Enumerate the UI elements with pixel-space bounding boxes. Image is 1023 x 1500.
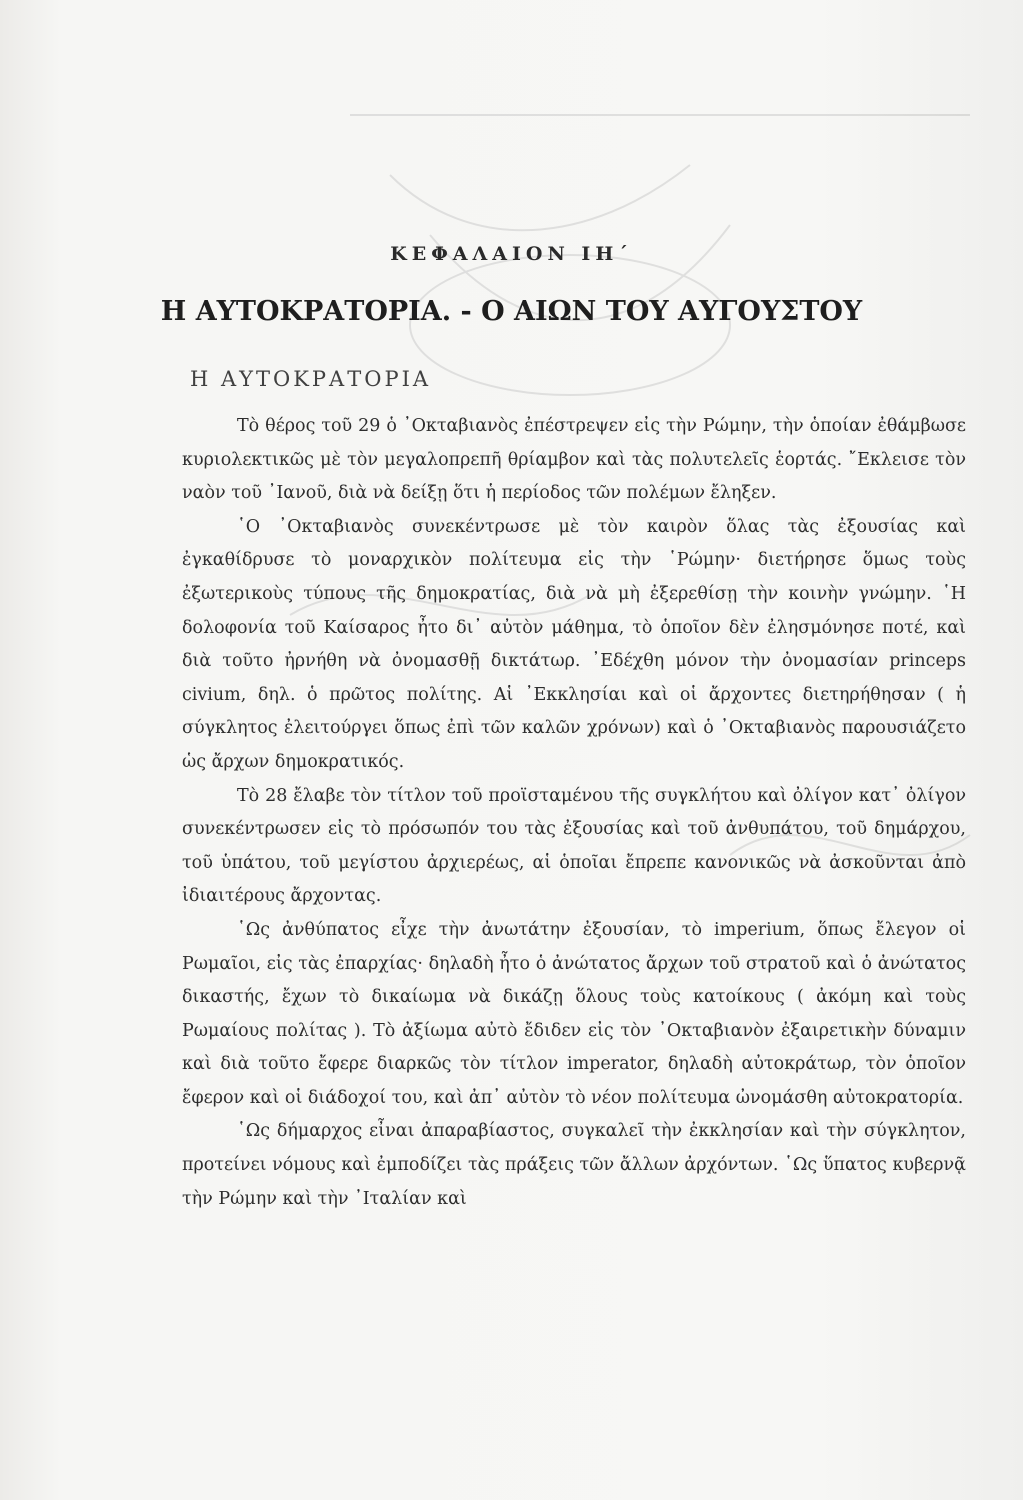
- paragraph: ῾Ως ἀνθύπατος εἶχε τὴν ἀνωτάτην ἐξουσίαν, τὸ imperium, ὅπως ἔλεγον οἱ Ρωμαῖοι, εἰς τὰς ἐπαρχίας· δηλαδὴ ἦτο ὁ ἀνώτατος ἄρχων τοῦ στρατοῦ καὶ ὁ ἀνώτατος δικαστής, ἔχων τὸ δικαίωμα νὰ δικάζῃ ὅλους τοὺς κατοίκους ( ἀκόμη καὶ τοὺς Ρωμαίους πολίτας ). Τὸ ἀξίωμα αὐτὸ ἔδιδεν εἰς τὸν ᾿Οκταβιανὸν ἐξαιρετικὴν δύναμιν καὶ διὰ τοῦτο ἔφερε διαρκῶς τὸν τίτλον imperator, δηλαδὴ αὐτοκράτωρ, τὸν ὁποῖον ἔφερον καὶ οἱ διάδοχοί του, καὶ ἀπ᾿ αὐτὸν τὸ νέον πολίτευμα ὠνομάσθη αὐτοκρατορία.: [182, 919, 966, 1108]
- paragraph: ῾Ο ᾿Οκταβιανὸς συνεκέντρωσε μὲ τὸν καιρὸν ὅλας τὰς ἐξουσίας καὶ ἐγκαθίδρυσε τὸ μοναρχικὸν πολίτευμα εἰς τὴν ῾Ρώμην· διετήρησε ὅμως τοὺς ἐξωτερικοὺς τύπους τῆς δημοκρατίας, διὰ νὰ μὴ ἐξερεθίσῃ τὴν κοινὴν γνώμην. ῾Η δολοφονία τοῦ Καίσαρος ἦτο δι᾿ αὐτὸν μάθημα, τὸ ὁποῖον δὲν ἐλησμόνησε ποτέ, καὶ διὰ τοῦτο ἠρνήθη νὰ ὀνομασθῇ δικτάτωρ. ᾿Εδέχθη μόνον τὴν ὀνομασίαν princeps civium, δηλ. ὁ πρῶτος πολίτης. Αἱ ᾿Εκκλησίαι καὶ οἱ ἄρχοντες διετηρήθησαν ( ἡ σύγκλητος ἐλειτούργει ὅπως ἐπὶ τῶν καλῶν χρόνων) καὶ ὁ ᾿Οκταβιανὸς παρουσιάζετο ὡς ἄρχων δημοκρατικός.: [182, 516, 966, 772]
- paragraph: Τὸ θέρος τοῦ 29 ὁ ᾿Οκταβιανὸς ἐπέστρεψεν εἰς τὴν Ρώμην, τὴν ὁποίαν ἐθάμβωσε κυριολεκτικῶς μὲ τὸν μεγαλοπρεπῆ θρίαμβον καὶ τὰς πολυτελεῖς ἑορτάς. ῎Εκλεισε τὸν ναὸν τοῦ ᾿Ιανοῦ, διὰ νὰ δείξῃ ὅτι ἡ περίοδος τῶν πολέμων ἔληξεν.: [182, 416, 966, 504]
- paragraph: Τὸ 28 ἔλαβε τὸν τίτλον τοῦ προϊσταμένου τῆς συγκλήτου καὶ ὀλίγον κατ᾿ ὀλίγον συνεκέντρωσεν εἰς τὸ πρόσωπόν του τὰς ἐξουσίας καὶ τοῦ ἀνθυπάτου, τοῦ δημάρχου, τοῦ ὑπάτου, τοῦ μεγίστου ἀρχιερέως, αἱ ὁποῖαι ἔπρεπε κανονικῶς νὰ ἀσκοῦνται ἀπὸ ἰδιαιτέρους ἄρχοντας.: [182, 785, 966, 907]
- paragraph: ῾Ως δήμαρχος εἶναι ἀπαραβίαστος, συγκαλεῖ τὴν ἐκκλησίαν καὶ τὴν σύγκλητον, προτείνει νόμους καὶ ἐμποδίζει τὰς πράξεις τῶν ἄλλων ἀρχόντων. ῾Ως ὕπατος κυβερνᾷ τὴν Ρώμην καὶ τὴν ᾿Ιταλίαν καὶ: [182, 1121, 966, 1209]
- section-heading: Η ΑΥΤΟΚΡΑΤΟΡΙΑ: [190, 367, 432, 391]
- chapter-title: Η ΑΥΤΟΚΡΑΤΟΡΙΑ. - Ο ΑΙΩΝ ΤΟΥ ΑΥΓΟΥΣΤΟΥ: [160, 296, 863, 327]
- body-text: [182, 410, 966, 1216]
- chapter-label: ΚΕΦΑΛΑΙΟΝ ΙΗ΄: [390, 243, 633, 265]
